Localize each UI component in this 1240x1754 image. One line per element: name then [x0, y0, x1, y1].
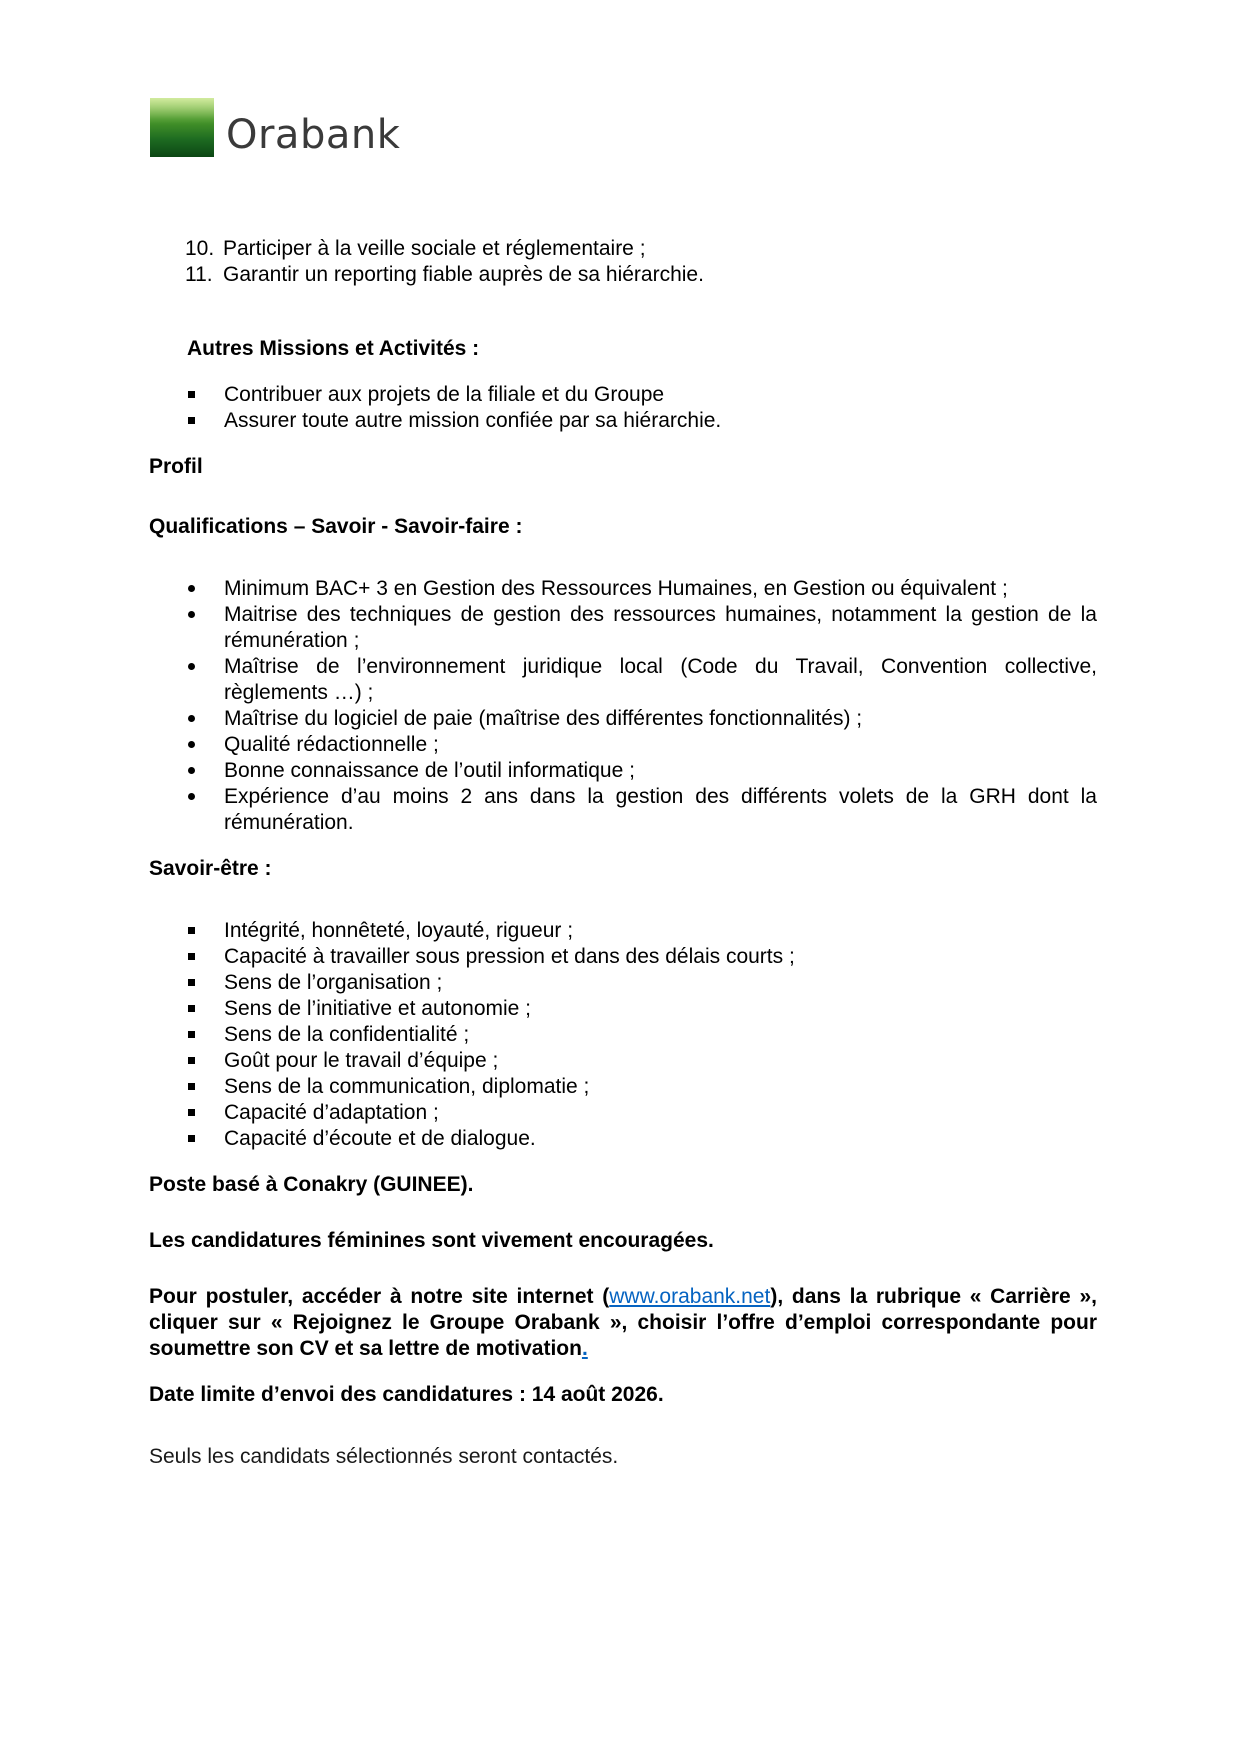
- list-item-text: Sens de la communication, diplomatie ;: [224, 1075, 590, 1098]
- square-bullet-icon: [188, 1057, 195, 1064]
- autres-missions-list: [149, 382, 1097, 434]
- profil-heading: Profil: [149, 455, 203, 478]
- postuler-instructions: [149, 1284, 1097, 1362]
- round-bullet-icon: [188, 611, 195, 618]
- square-bullet-icon: [188, 1135, 195, 1142]
- list-item-text: Maîtrise du logiciel de paie (maîtrise des différentes fonctionnalités) ;: [224, 707, 863, 730]
- square-bullet-icon: [188, 953, 195, 960]
- list-item-text: Minimum BAC+ 3 en Gestion des Ressources Humaines, en Gestion ou équivalent ;: [224, 577, 1008, 600]
- list-item: [149, 996, 1097, 1022]
- list-item-text: Sens de l’initiative et autonomie ;: [224, 997, 532, 1020]
- list-item-text: Maîtrise de l’environnement juridique local (Code du Travail, Convention collective, règlements …) ;: [224, 655, 1097, 704]
- list-item: [149, 706, 1097, 732]
- list-item: [149, 970, 1097, 996]
- list-item-text: Capacité d’adaptation ;: [224, 1101, 439, 1124]
- round-bullet-icon: [188, 663, 195, 670]
- round-bullet-icon: [188, 767, 195, 774]
- round-bullet-icon: [188, 793, 195, 800]
- qualifications-list: [149, 576, 1097, 836]
- round-bullet-icon: [188, 741, 195, 748]
- list-item-text: Goût pour le travail d’équipe ;: [224, 1049, 499, 1072]
- round-bullet-icon: [188, 585, 195, 592]
- candidatures-feminines-note: Les candidatures féminines sont vivement encouragées.: [149, 1229, 714, 1252]
- square-bullet-icon: [188, 927, 195, 934]
- item-number: 10.: [185, 237, 215, 260]
- savoir-etre-heading: Savoir-être :: [149, 857, 272, 880]
- date-limite: Date limite d’envoi des candidatures : 14 août 2026.: [149, 1383, 664, 1406]
- savoir-etre-list: [149, 918, 1097, 1152]
- orabank-logo: [150, 98, 400, 157]
- square-bullet-icon: [188, 979, 195, 986]
- postuler-text-after: ), dans la rubrique « Carrière », cliquer sur « Rejoignez le Groupe Orabank », choisir l’offre d’emploi correspondante pour soumettre son CV et sa lettre de motivation: [149, 1285, 1097, 1360]
- numbered-list: [149, 236, 1097, 288]
- numbered-item: [185, 236, 1097, 262]
- square-bullet-icon: [188, 1005, 195, 1012]
- list-item: [149, 732, 1097, 758]
- square-bullet-icon: [188, 391, 195, 398]
- list-item: [149, 758, 1097, 784]
- list-item: [149, 1074, 1097, 1100]
- postuler-text-before: Pour postuler, accéder à notre site internet (: [149, 1285, 610, 1308]
- list-item-text: Sens de la confidentialité ;: [224, 1023, 470, 1046]
- autres-missions-heading: Autres Missions et Activités :: [187, 337, 480, 360]
- list-item: [149, 382, 1097, 408]
- list-item-text: Capacité à travailler sous pression et dans des délais courts ;: [224, 945, 795, 968]
- square-bullet-icon: [188, 1083, 195, 1090]
- item-text: Participer à la veille sociale et réglementaire ;: [223, 237, 646, 260]
- list-item-text: Bonne connaissance de l’outil informatique ;: [224, 759, 635, 782]
- list-item: [149, 1022, 1097, 1048]
- item-number: 11.: [185, 263, 213, 286]
- list-item: [149, 576, 1097, 602]
- qualifications-heading: Qualifications – Savoir - Savoir-faire :: [149, 515, 523, 538]
- list-item-text: Assurer toute autre mission confiée par sa hiérarchie.: [224, 409, 722, 432]
- list-item-text: Qualité rédactionnelle ;: [224, 733, 439, 756]
- list-item-text: Contribuer aux projets de la filiale et du Groupe: [224, 383, 665, 406]
- orabank-website-link[interactable]: www.orabank.net: [609, 1285, 771, 1308]
- list-item: [149, 1100, 1097, 1126]
- list-item: [149, 784, 1097, 836]
- list-item-text: Expérience d’au moins 2 ans dans la gestion des différents volets de la GRH dont la rémunération.: [224, 785, 1097, 834]
- poste-location: Poste basé à Conakry (GUINEE).: [149, 1173, 474, 1196]
- item-text: Garantir un reporting fiable auprès de sa hiérarchie.: [223, 263, 704, 286]
- list-item-text: Sens de l’organisation ;: [224, 971, 443, 994]
- list-item: [149, 654, 1097, 706]
- document-body: [149, 236, 1097, 1470]
- numbered-item: [185, 262, 1097, 288]
- square-bullet-icon: [188, 1109, 195, 1116]
- list-item-text: Maitrise des techniques de gestion des ressources humaines, notamment la gestion de la rémunération ;: [224, 603, 1097, 652]
- list-item: [149, 918, 1097, 944]
- contact-note: Seuls les candidats sélectionnés seront contactés.: [149, 1445, 619, 1468]
- list-item: [149, 602, 1097, 654]
- list-item-text: Intégrité, honnêteté, loyauté, rigueur ;: [224, 919, 574, 942]
- list-item-text: Capacité d’écoute et de dialogue.: [224, 1127, 536, 1150]
- square-bullet-icon: [188, 417, 195, 424]
- postuler-trailing-period: .: [581, 1337, 588, 1360]
- list-item: [149, 408, 1097, 434]
- list-item: [149, 1126, 1097, 1152]
- square-bullet-icon: [188, 1031, 195, 1038]
- list-item: [149, 944, 1097, 970]
- round-bullet-icon: [188, 715, 195, 722]
- list-item: [149, 1048, 1097, 1074]
- orabank-logo-mark-icon: [150, 98, 214, 157]
- orabank-logo-text: Orabank: [226, 111, 401, 158]
